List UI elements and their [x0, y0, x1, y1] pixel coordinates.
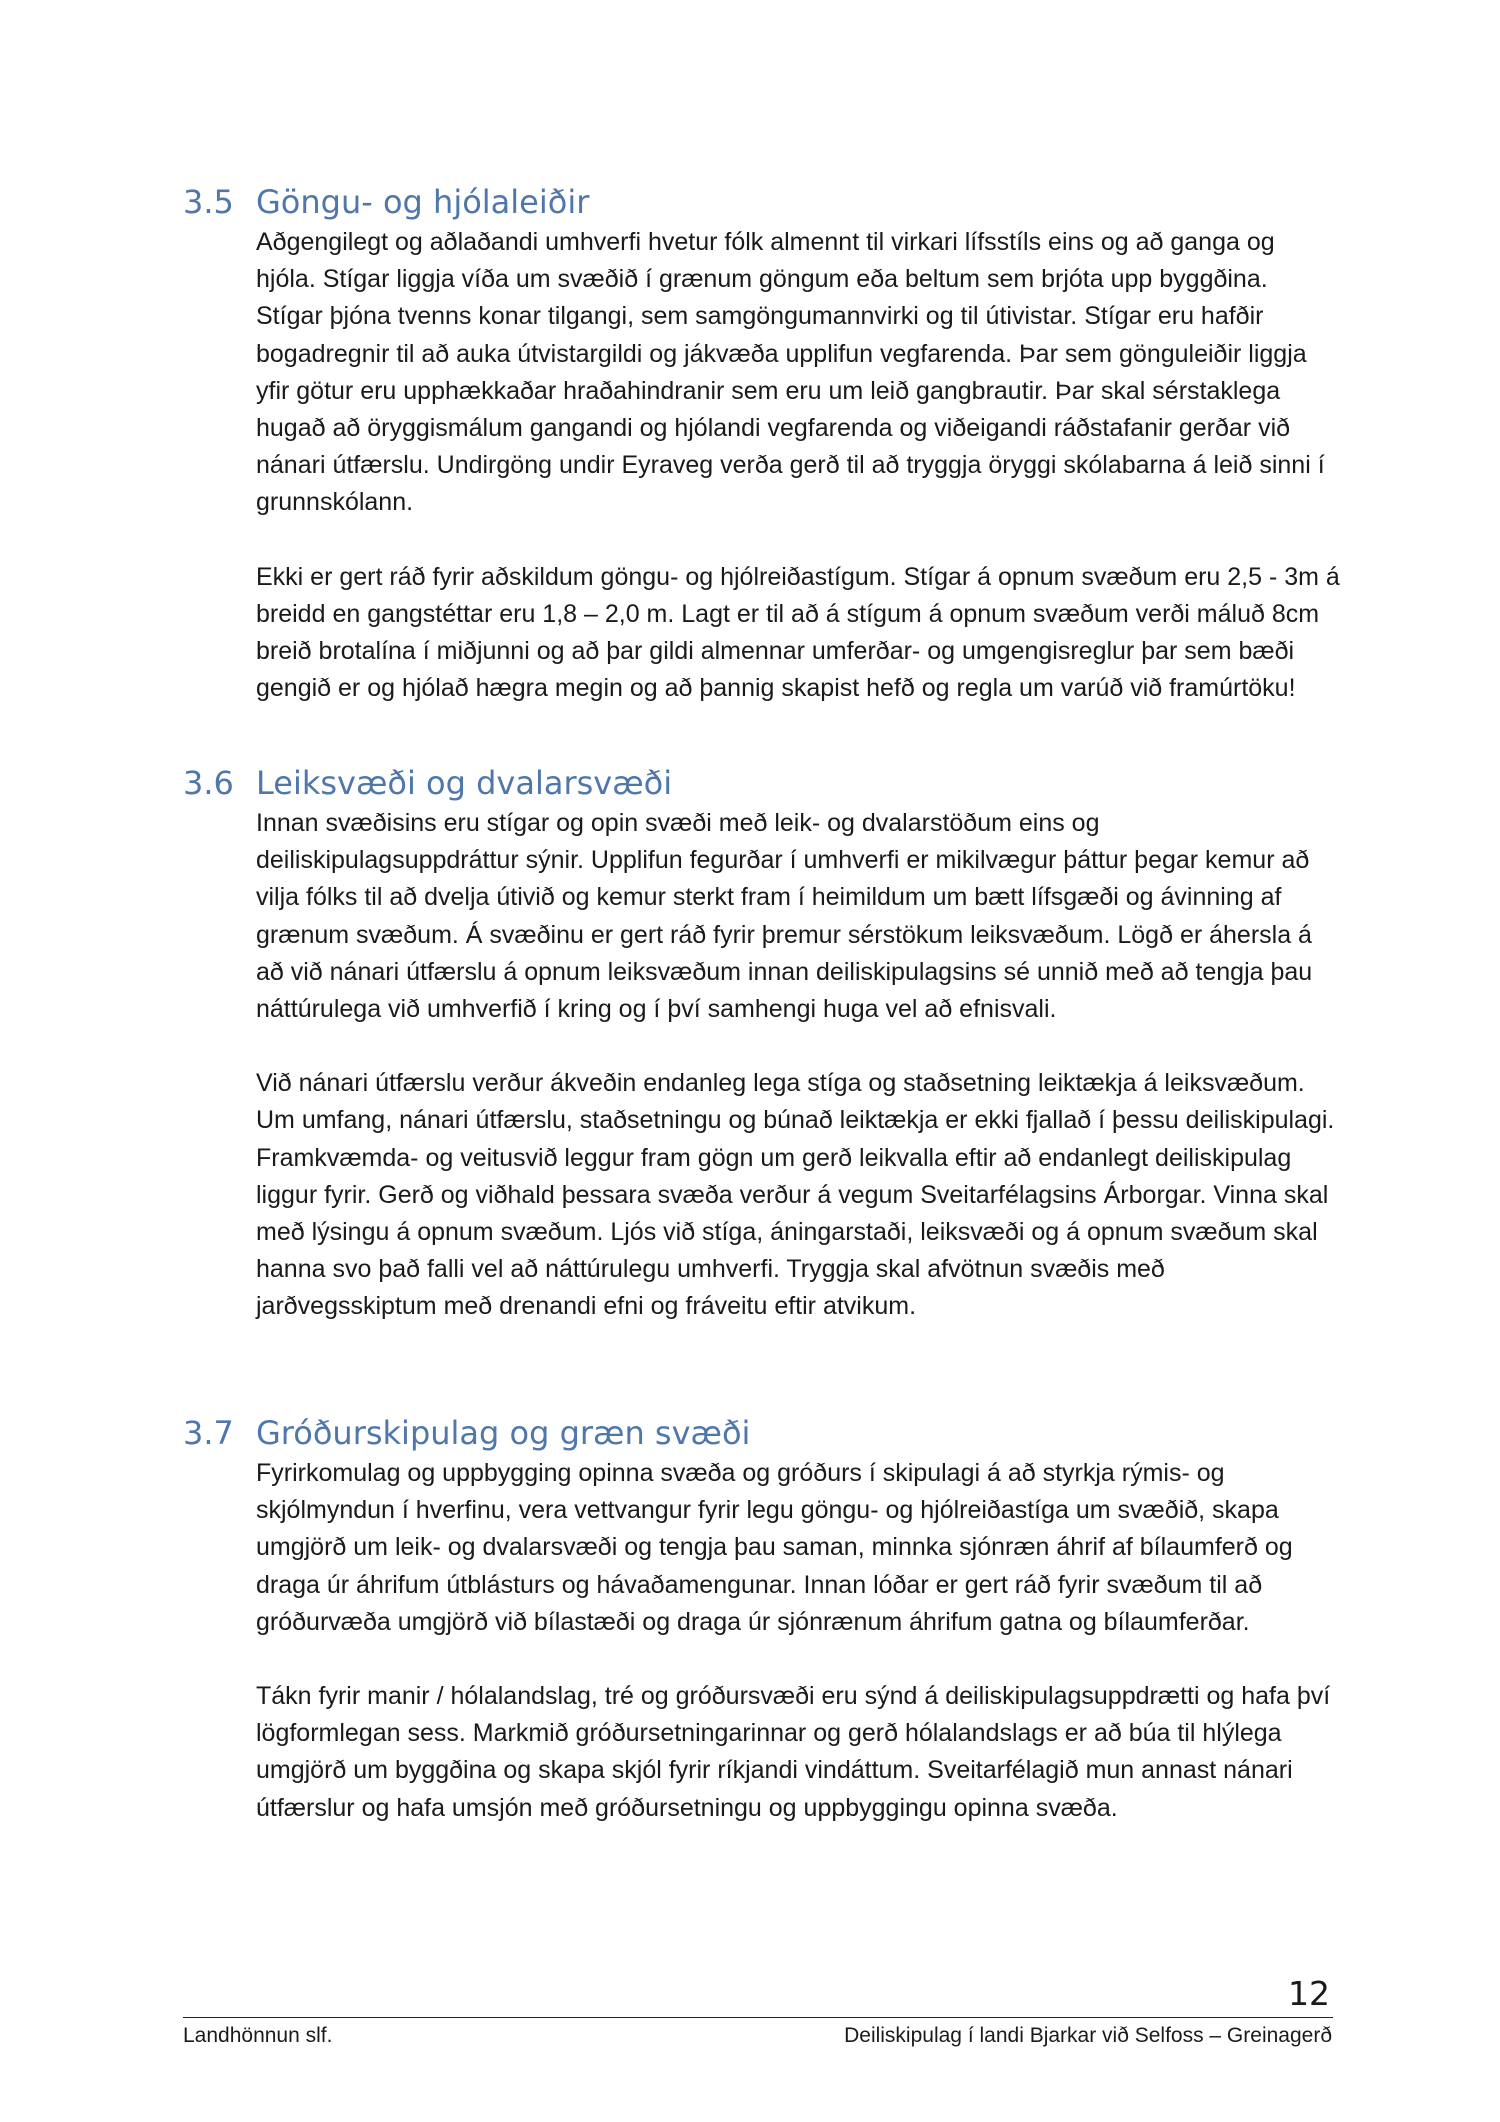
paragraph: Aðgengilegt og aðlaðandi umhverfi hvetur fólk almennt til virkari lífsstíls eins og að ganga og hjóla. Stígar liggja víða um svæðið í grænum göngum eða beltum sem brjóta upp byggðina. Stígar þjóna tvenns konar tilgangi, sem samgöngumannvirki og til útivistar. Stígar eru hafðir bogadregnir til að auka útvistargildi og jákvæða upplifun vegfarenda. Þar sem gönguleiðir liggja yfir götur eru upphækkaðar hraðahindranir sem eru um leið gangbrautir. Þar skal sérstaklega hugað að öryggismálum gangandi og hjólandi vegfarenda og viðeigandi ráðstafanir gerðar við nánari útfærslu. Undirgöng undir Eyraveg verða gerð til að tryggja öryggi skólabarna á leið sinni í grunnskólann. — [256, 228, 1325, 517]
paragraph: Fyrirkomulag og uppbygging opinna svæða og gróðurs í skipulagi á að styrkja rýmis- og skjólmyndun í hverfinu, vera vettvangur fyrir legu göngu- og hjólreiðastíga um svæðið, skapa umgjörð um leik- og dvalarsvæði og tengja þau saman, minnka sjónræn áhrif af bílaumferð og draga úr áhrifum útblásturs og hávaðamengunar. Innan lóðar er gert ráð fyrir svæðum til að gróðurvæða umgjörð við bílastæði og draga úr sjónrænum áhrifum gatna og bílaumferðar. — [256, 1459, 1293, 1636]
footer-document-title: Deiliskipulag í landi Bjarkar við Selfoss – Greinagerð — [844, 2024, 1332, 2047]
section-3-6 — [183, 761, 1343, 1326]
paragraph: Ekki er gert ráð fyrir aðskildum göngu- og hjólreiðastígum. Stígar á opnum svæðum eru 2,5 - 3m á breidd en gangstéttar eru 1,8 – 2,0 m. Lagt er til að á stígum á opnum svæðum verði máluð 8cm breið brotalína í miðjunni og að þar gildi almennar umferðar- og umgengisreglur þar sem bæði gengið er og hjólað hægra megin og að þannig skapist hefð og regla um varúð við framúrtöku! — [256, 562, 1340, 703]
section-number: 3.7 — [183, 1414, 234, 1452]
section-heading — [183, 1411, 1343, 1455]
section-title: Leiksvæði og dvalarsvæði — [256, 764, 673, 802]
section-heading — [183, 180, 1343, 224]
section-3-7 — [183, 1411, 1343, 1827]
section-title: Gróðurskipulag og græn svæði — [256, 1414, 751, 1452]
section-title: Göngu- og hjólaleiðir — [256, 183, 590, 221]
page-number: 12 — [1288, 1974, 1330, 2013]
section-3-5 — [183, 180, 1343, 707]
paragraph: Tákn fyrir manir / hólalandslag, tré og gróðursvæði eru sýnd á deiliskipulagsuppdrætti og hafa því lögformlegan sess. Markmið gróðursetningarinnar og gerð hólalandslags er að búa til hlýlega umgjörð um byggðina og skapa skjól fyrir ríkjandi vindáttum. Sveitarfélagið mun annast nánari útfærslur og hafa umsjón með gróðursetningu og uppbyggingu opinna svæða. — [256, 1682, 1331, 1822]
section-number: 3.5 — [183, 183, 234, 221]
paragraph: Innan svæðisins eru stígar og opin svæði með leik- og dvalarstöðum eins og deiliskipulagsuppdráttur sýnir. Upplifun fegurðar í umhverfi er mikilvægur þáttur þegar kemur að vilja fólks til að dvelja útivið og kemur sterkt fram í heimildum um bætt lífsgæði og ávinning af grænum svæðum. Á svæðinu er gert ráð fyrir þremur sérstökum leiksvæðum. Lögð er áhersla á að við nánari útfærslu á opnum leiksvæðum innan deiliskipulagsins sé unnið með að tengja þau náttúrulega við umhverfið í kring og í því samhengi huga vel að efnisvali. — [256, 809, 1313, 1024]
footer-divider — [183, 2017, 1333, 2018]
section-number: 3.6 — [183, 764, 234, 802]
footer-company: Landhönnun slf. — [183, 2024, 333, 2047]
section-heading — [183, 761, 1343, 805]
paragraph: Við nánari útfærslu verður ákveðin endanleg lega stíga og staðsetning leiktækja á leiksvæðum. Um umfang, nánari útfærslu, staðsetningu og búnað leiktækja er ekki fjallað í þessu deiliskipulagi. Framkvæmda- og veitusvið leggur fram gögn um gerð leikvalla eftir að endanlegt deiliskipulag liggur fyrir. Gerð og viðhald þessara svæða verður á vegum Sveitarfélagsins Árborgar. Vinna skal með lýsingu á opnum svæðum. Ljós við stíga, áningarstaði, leiksvæði og á opnum svæðum skal hanna svo það falli vel að náttúrulegu umhverfi. Tryggja skal afvötnun svæðis með jarðvegsskiptum með drenandi efni og fráveitu eftir atvikum. — [256, 1069, 1335, 1321]
